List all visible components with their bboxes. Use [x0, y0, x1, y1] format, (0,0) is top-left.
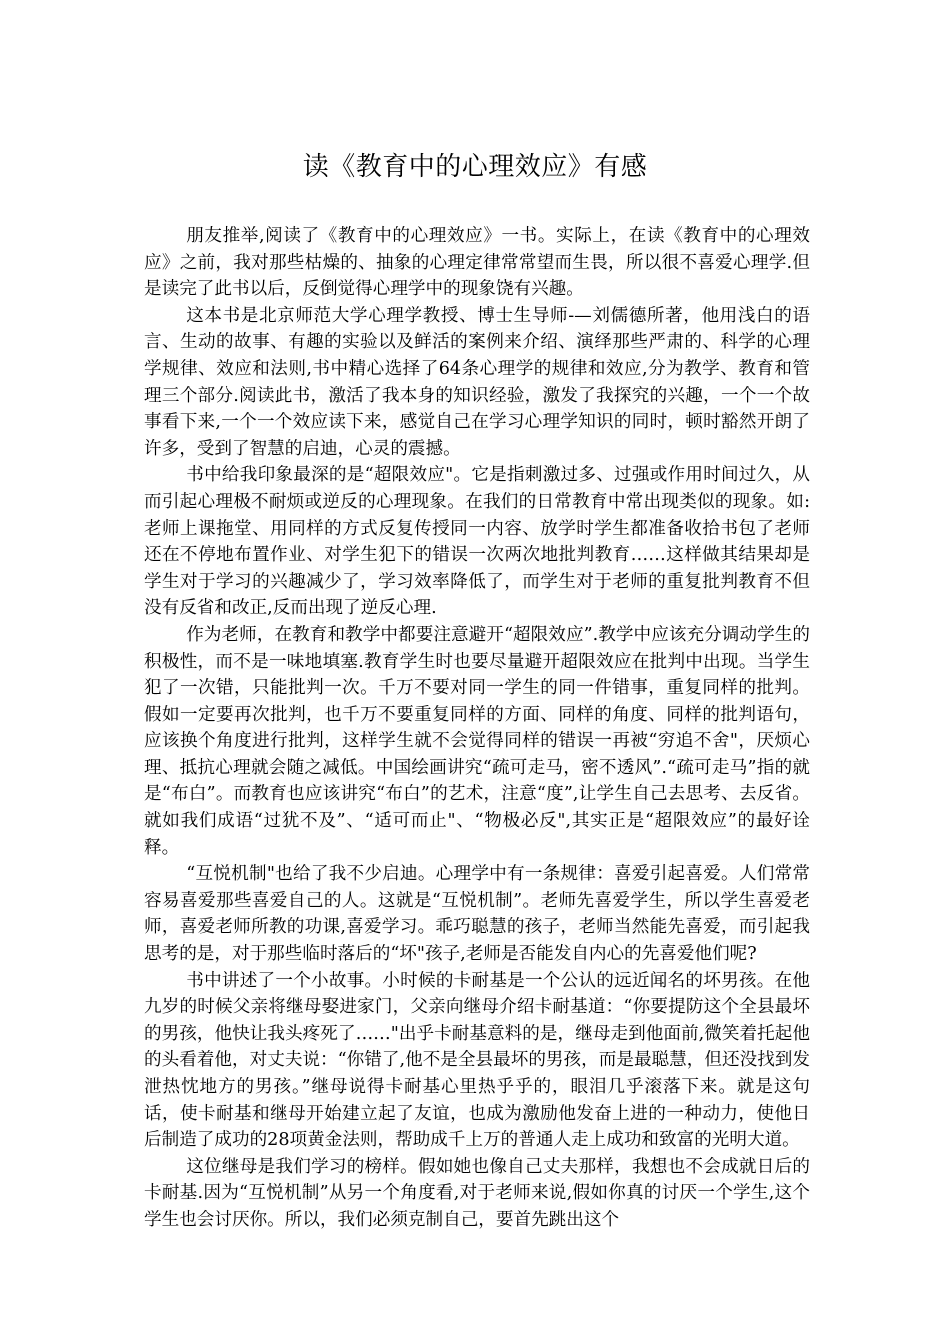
- paragraph-6: 书中讲述了一个小故事。小时候的卡耐基是一个公认的远近闻名的坏男孩。在他九岁的时候父亲将继母娶进家门，父亲向继母介绍卡耐基道：“你要提防这个全县最坏的男孩，他快让我头疼死了……"出乎卡耐基意料的是，继母走到他面前,微笑着托起他的头看着他，对丈夫说：“你错了,他不是全县最坏的男孩，而是最聪慧，但还没找到发泄热忱地方的男孩。”继母说得卡耐基心里热乎乎的，眼泪几乎滚落下来。就是这句话，使卡耐基和继母开始建立起了友谊，也成为激励他发奋上进的一种动力，使他日后制造了成功的28项黄金法则，帮助成千上万的普通人走上成功和致富的光明大道。: [144, 970, 810, 1151]
- paragraph-3: 书中给我印象最深的是“超限效应"。它是指刺激过多、过强或作用时间过久，从而引起心理极不耐烦或逆反的心理现象。在我们的日常教育中常出现类似的现象。如:老师上课拖堂、用同样的方式反复传授同一内容、放学时学生都准备收拾书包了老师还在不停地布置作业、对学生犯下的错误一次两次地批判教育……这样做其结果却是学生对于学习的兴趣减少了，学习效率降低了，而学生对于老师的重复批判教育不但没有反省和改正,反而出现了逆反心理.: [144, 465, 810, 619]
- paragraph-2: 这本书是北京师范大学心理学教授、博士生导师-—刘儒德所著，他用浅白的语言、生动的故事、有趣的实验以及鲜活的案例来介绍、演绎那些严肃的、科学的心理学规律、效应和法则,书中精心选择了64条心理学的规律和效应,分为教学、教育和管理三个部分.阅读此书，激活了我本身的知识经验，激发了我探究的兴趣，一个一个故事看下来,一个一个效应读下来，感觉自己在学习心理学知识的同时，顿时豁然开朗了许多，受到了智慧的启迪，心灵的震撼。: [144, 305, 810, 459]
- paragraph-7: 这位继母是我们学习的榜样。假如她也像自己丈夫那样，我想也不会成就日后的卡耐基.因为“互悦机制”从另一个角度看,对于老师来说,假如你真的讨厌一个学生,这个学生也会讨厌你。所以，我们必须克制自己，要首先跳出这个: [144, 1156, 810, 1230]
- paragraph-1: 朋友推举,阅读了《教育中的心理效应》一书。实际上，在读《教育中的心理效应》之前，我对那些枯燥的、抽象的心理定律常常望而生畏，所以很不喜爱心理学.但是读完了此书以后，反倒觉得心理学中的现象饶有兴趣。: [144, 226, 810, 300]
- document-title: 读《教育中的心理效应》有感: [302, 152, 648, 183]
- paragraph-5: “互悦机制"也给了我不少启迪。心理学中有一条规律：喜爱引起喜爱。人们常常容易喜爱那些喜爱自己的人。这就是“互悦机制”。老师先喜爱学生，所以学生喜爱老师，喜爱老师所教的功课,喜爱学习。乖巧聪慧的孩子，老师当然能先喜爱，而引起我思考的是，对于那些临时落后的“坏"孩子,老师是否能发自内心的先喜爱他们呢?: [144, 864, 810, 965]
- paragraph-4: 作为老师，在教育和教学中都要注意避开“超限效应”.教学中应该充分调动学生的积极性，而不是一味地填塞.教育学生时也要尽量避开超限效应在批判中出现。当学生犯了一次错，只能批判一次。千万不要对同一学生的同一件错事，重复同样的批判。假如一定要再次批判，也千万不要重复同样的方面、同样的角度、同样的批判语句，应该换个角度进行批判，这样学生就不会觉得同样的错误一再被“穷追不舍"，厌烦心理、抵抗心理就会随之减低。中国绘画讲究“疏可走马，密不透风”.“疏可走马”指的就是“布白”。而教育也应该讲究“布白”的艺术，注意“度”,让学生自己去思考、去反省。就如我们成语“过犹不及”、“适可而止"、“物极必反",其实正是“超限效应”的最好诠释。: [144, 624, 810, 858]
- document-body: [144, 223, 810, 1234]
